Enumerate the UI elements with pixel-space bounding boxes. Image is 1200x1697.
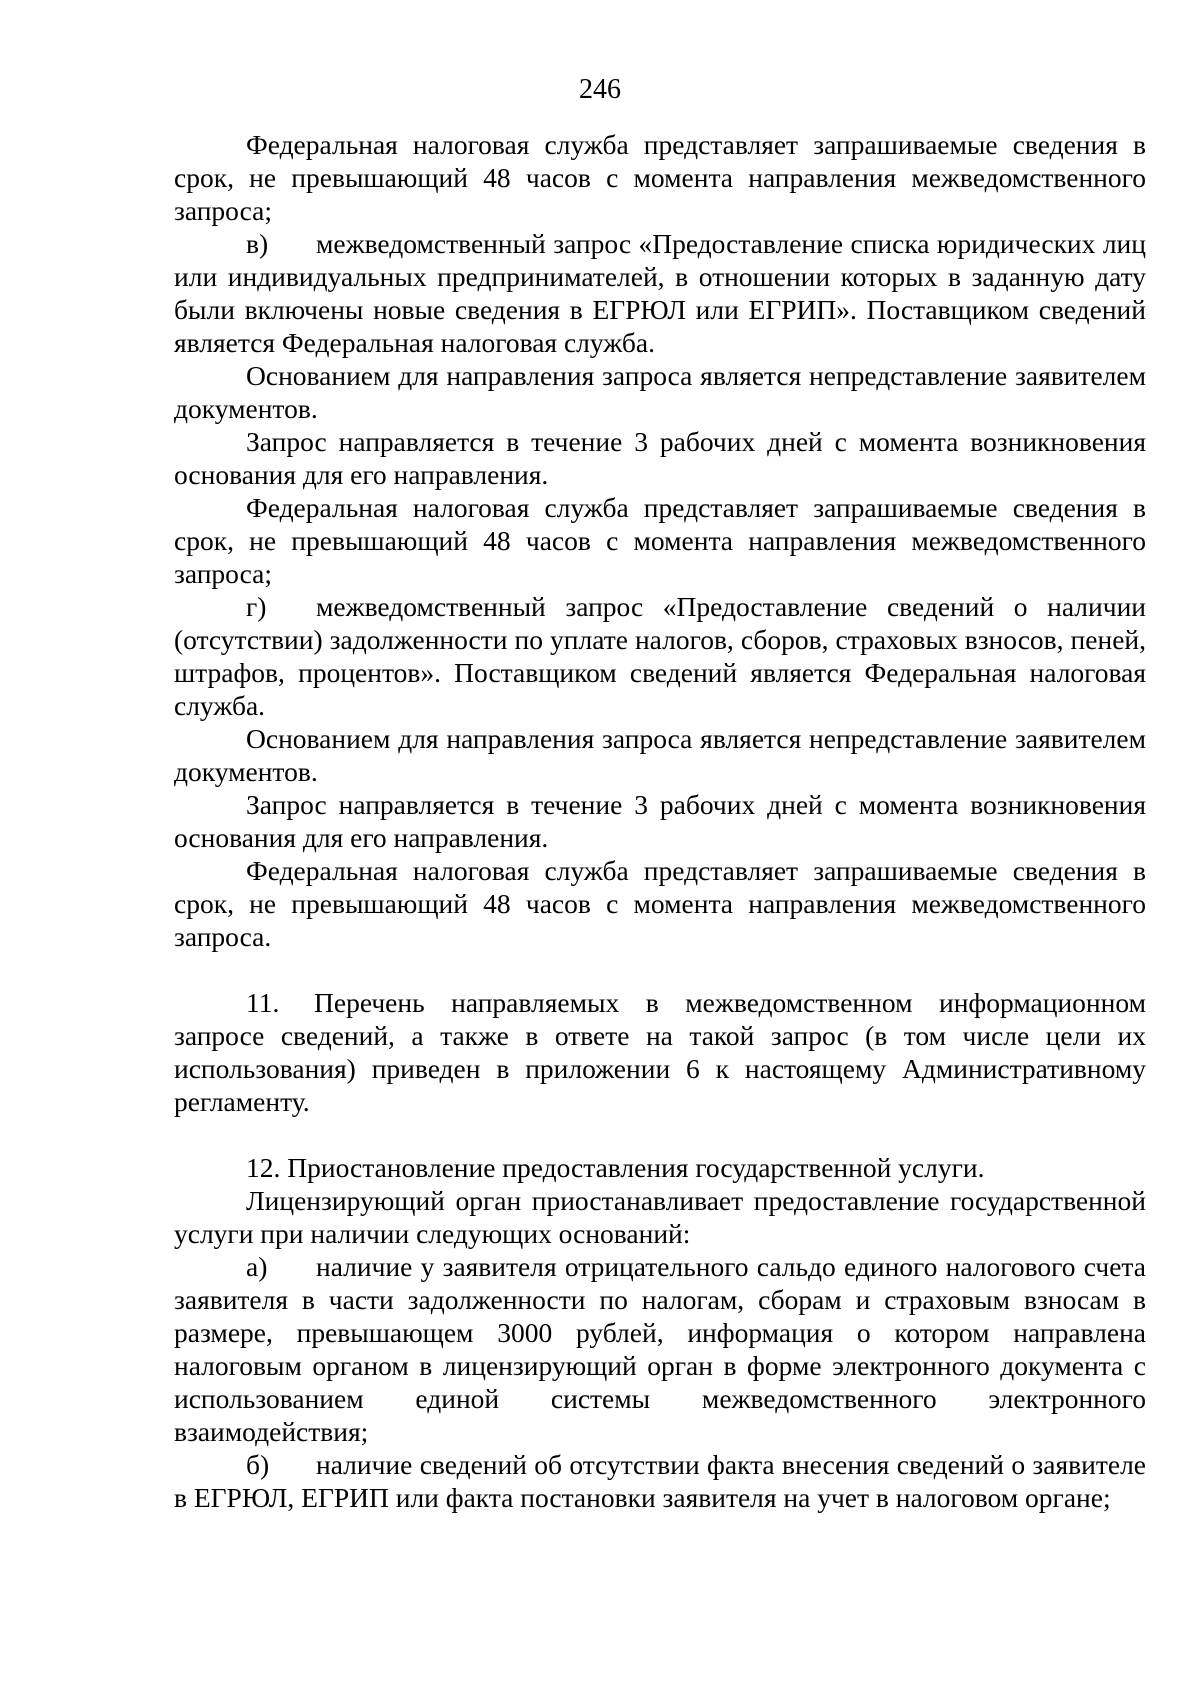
list-item-b [174, 1448, 1146, 1514]
list-marker: б) [246, 1449, 270, 1480]
list-marker: в) [246, 228, 269, 259]
paragraph: Федеральная налоговая служба представляет запрашиваемые сведения в срок, не превышающий 48 часов с момента направления межведомственного запроса. [174, 855, 1146, 952]
section-12-heading: 12. Приостановление предоставления государственной услуги. [246, 1152, 985, 1183]
paragraph: Федеральная налоговая служба представляет запрашиваемые сведения в срок, не превышающий 48 часов с момента направления межведомственного запроса; [174, 129, 1146, 226]
paragraph: Лицензирующий орган приостанавливает предоставление государственной услуги при наличии следующих оснований: [174, 1185, 1146, 1249]
paragraph-gap [174, 1118, 1146, 1151]
list-item-text: наличие сведений об отсутствии факта внесения сведений о заявителе в ЕГРЮЛ, ЕГРИП или факта постановки заявителя на учет в налоговом органе; [174, 1449, 1146, 1513]
list-item-a [174, 1250, 1146, 1448]
list-item-text: межведомственный запрос «Предоставление списка юридических лиц или индивидуальных предпринимателей, в отношении которых в заданную дату были включены новые сведения в ЕГРЮЛ или ЕГРИП». Поставщиком сведений является Федеральная налоговая служба. [174, 228, 1146, 358]
list-item-text: наличие у заявителя отрицательного сальдо единого налогового счета заявителя в части задолженности по налогам, сборам и страховым взносам в размере, превышающем 3000 рублей, информация о котором направлена налоговым органом в лицензирующий орган в форме электронного документа с использованием единой системы межведомственного электронного взаимодействия; [174, 1251, 1146, 1447]
page-number: 246 [579, 74, 621, 105]
list-item-v [174, 227, 1146, 359]
list-marker: г) [246, 591, 267, 622]
section-11 [174, 986, 1146, 1118]
paragraph: Основанием для направления запроса является непредставление заявителем документов. [174, 360, 1146, 424]
paragraph: Запрос направляется в течение 3 рабочих дней с момента возникновения основания для его направления. [174, 789, 1146, 853]
list-marker: а) [246, 1251, 268, 1282]
paragraph: Федеральная налоговая служба представляет запрашиваемые сведения в срок, не превышающий 48 часов с момента направления межведомственного запроса; [174, 492, 1146, 589]
list-item-g [174, 590, 1146, 722]
document-body [174, 128, 1146, 1514]
paragraph: Запрос направляется в течение 3 рабочих дней с момента возникновения основания для его направления. [174, 426, 1146, 490]
section-number: 11. [246, 987, 280, 1018]
paragraph-gap [174, 953, 1146, 986]
list-item-text: межведомственный запрос «Предоставление сведений о наличии (отсутствии) задолженности по уплате налогов, сборов, страховых взносов, пеней, штрафов, процентов». Поставщиком сведений является Федеральная налоговая служба. [174, 591, 1146, 721]
paragraph: Основанием для направления запроса является непредставление заявителем документов. [174, 723, 1146, 787]
section-text: Перечень направляемых в межведомственном информационном запросе сведений, а также в ответе на такой запрос (в том числе цели их использования) приведен в приложении 6 к настоящему Административному регламенту. [174, 987, 1146, 1117]
